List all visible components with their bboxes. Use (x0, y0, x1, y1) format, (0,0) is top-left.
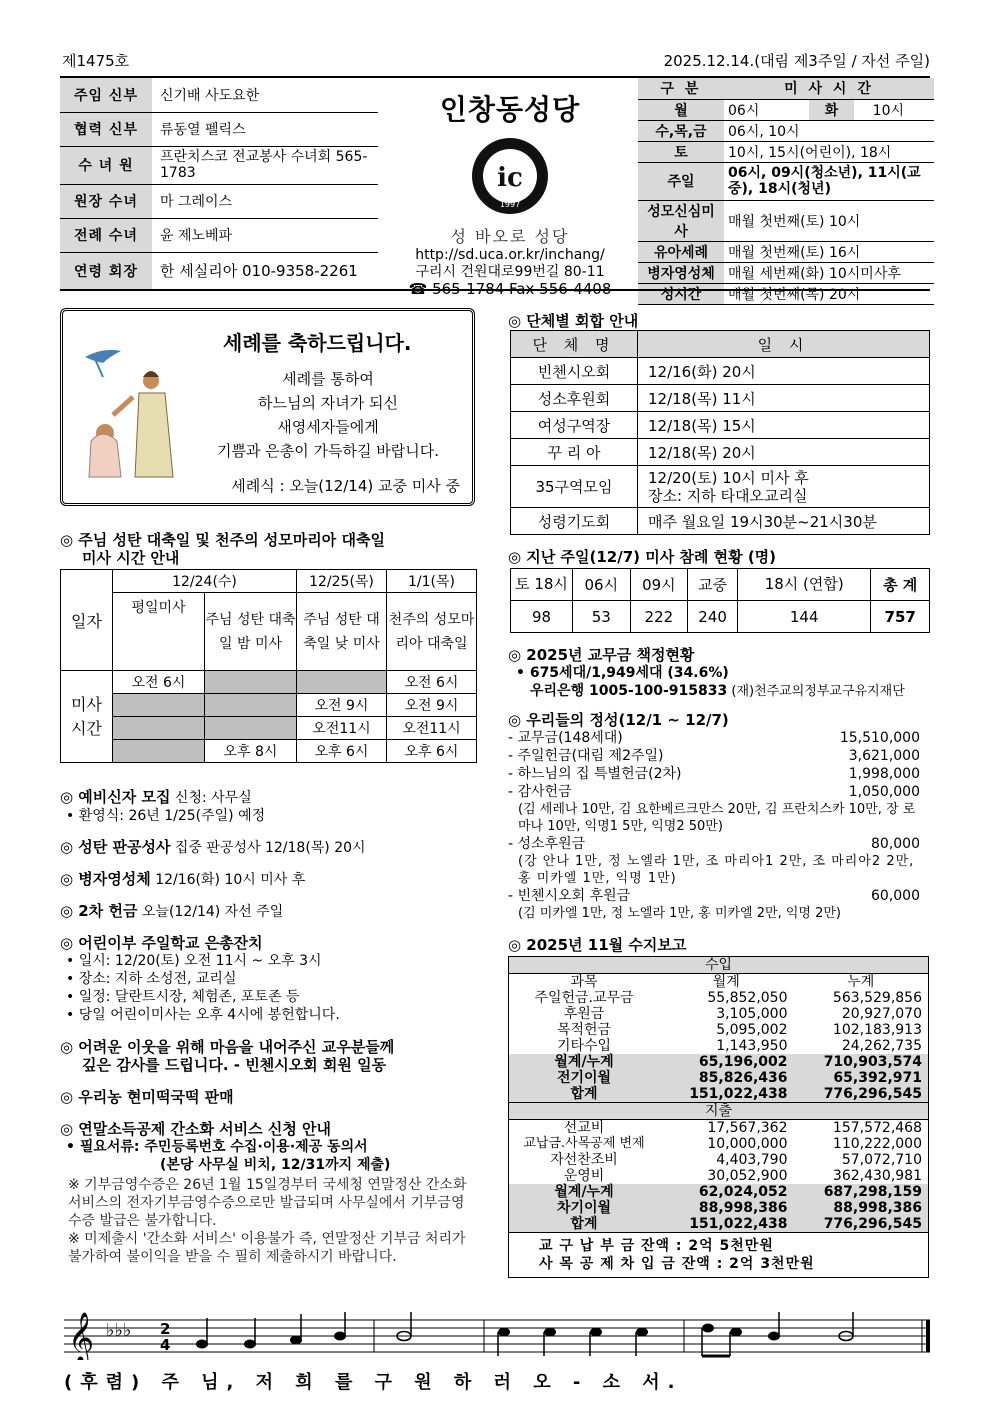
report-cumulative: 710,903,574 (794, 1054, 929, 1070)
report-item: 합계 (509, 1216, 659, 1232)
group-time: 12/18(목) 20시 (638, 439, 930, 466)
report-footer (509, 1232, 928, 1277)
staff-name: 프란치스코 전교봉사 수녀회 565-1783 (152, 146, 378, 184)
report-cumulative: 102,183,913 (832, 1022, 922, 1038)
offering-row (508, 783, 920, 801)
baptism-line: 새영세자들에게 (277, 418, 379, 436)
svg-text:1997: 1997 (499, 200, 521, 209)
notice-text: 신청: 사무실 (170, 790, 252, 806)
notice-tax (60, 1120, 480, 1266)
offering-note: (김 세레나 10만, 김 요한베르크만스 20만, 김 프란치스카 10만, 장 로마나 10만, 익명1 5만, 익명2 50만) (518, 802, 916, 834)
notice-title: ◎ 어려운 이웃을 위해 마음을 내어주신 교우분들께 (60, 1038, 395, 1056)
christmas-time: 오전 6시 (113, 671, 205, 694)
report-item: 전기이월 (509, 1070, 659, 1086)
mass-time: 10시, 15시(어린이), 18시 (724, 141, 934, 162)
finance-report (508, 956, 929, 1278)
report-head: 과목 (570, 974, 598, 990)
notice-title: ◎ 어린이부 주일학교 은총잔치 (60, 934, 263, 952)
offering-label: - 감사헌금 (508, 784, 572, 800)
attendance-value: 53 (573, 601, 631, 633)
group-time (638, 466, 930, 508)
mass-time: 매월 세번째(화) 10시미사후 (724, 262, 934, 283)
christmas-time-empty (113, 740, 205, 763)
christmas-date: 12/25(목) (297, 570, 387, 593)
offering-amount: 1,998,000 (848, 766, 920, 782)
svg-text:ic: ic (497, 163, 523, 193)
offering-amount: 80,000 (871, 836, 920, 852)
offering-row (508, 729, 920, 747)
baptism-line: 하느님의 자녀가 되신 (258, 394, 398, 412)
offering-title: ◎ 우리들의 정성(12/1 ~ 12/7) (508, 711, 729, 729)
dues-block (508, 646, 933, 701)
mass-time: 10시 (854, 99, 934, 120)
report-month: 3,105,000 (716, 1006, 788, 1022)
dues-account: 우리은행 1005-100-915833 (530, 683, 728, 699)
mass-time: 매월 첫번째(토) 10시 (724, 200, 934, 241)
report-item: 월계/누계 (509, 1054, 659, 1070)
notice-title: ◎ 성탄 판공성사 (60, 838, 171, 856)
groups-head: 단 체 명 (511, 331, 638, 358)
notice-bullet: • 장소: 지하 소성전, 교리실 (66, 971, 237, 987)
notice-title: ◎ 예비신자 모집 (60, 788, 171, 806)
report-item: 자선찬조비 (550, 1152, 618, 1168)
report-month: 10,000,000 (707, 1136, 788, 1152)
report-month: 1,143,950 (716, 1038, 788, 1054)
group-time-line: 12/20(토) 10시 미사 후 (648, 468, 809, 487)
report-item: 기타수입 (556, 1038, 612, 1054)
attendance-value: 144 (738, 601, 871, 633)
attendance-head: 09시 (630, 569, 688, 601)
christmas-mass-table (60, 569, 477, 763)
report-month: 17,567,362 (707, 1120, 788, 1136)
report-month: 65,196,002 (659, 1054, 794, 1070)
christmas-time: 오전 6시 (387, 671, 477, 694)
christmas-time: 오후 8시 (205, 740, 297, 763)
attendance-head: 교중 (688, 569, 738, 601)
notice-confession (60, 838, 366, 857)
report-month: 4,403,790 (716, 1152, 788, 1168)
notice-title: ◎ 연말소득공제 간소화 서비스 신청 안내 (60, 1120, 332, 1138)
groups-table (510, 330, 930, 535)
report-cumulative: 157,572,468 (832, 1120, 922, 1136)
report-item: 목적헌금 (556, 1022, 612, 1038)
staff-name: 신기배 사도요한 (152, 78, 378, 112)
notice-title: 깊은 감사를 드립니다. - 빈첸시오회 회원 일동 (82, 1056, 387, 1074)
group-time: 12/18(목) 11시 (638, 385, 930, 412)
report-month: 55,852,050 (707, 990, 788, 1006)
svg-text:4: 4 (160, 1336, 171, 1354)
mass-time: 06시, 09시(청소년), 11시(교중), 18시(청년) (724, 162, 934, 200)
christmas-time: 오후 6시 (297, 740, 387, 763)
notice-note: ※ 기부금영수증은 26년 1월 15일경부터 국세청 연말정산 간소화 서비스의 전자기부금영수증으로만 발급되며 사무실에서 기부금영수증 발급은 불가합니다. (68, 1177, 467, 1229)
christmas-title: ◎ 주님 성탄 대축일 및 천주의 성모마리아 대축일 (60, 531, 385, 549)
offering-amount: 60,000 (871, 888, 920, 904)
offering-row (508, 835, 920, 853)
notice-text: 오늘(12/14) 자선 주일 (137, 904, 284, 920)
notice-thanks (60, 1038, 394, 1074)
baptism-illustration-icon (73, 337, 193, 482)
report-income-label: 수입 (509, 957, 928, 974)
christmas-time-empty (205, 671, 297, 694)
group-time: 12/18(목) 15시 (638, 412, 930, 439)
offering-label: - 성소후원금 (508, 836, 586, 852)
hymn-lyrics: (후렴) 주 님, 저 희 를 구 원 하 러 오 - 소 서. (64, 1372, 683, 1393)
attendance-total: 757 (871, 601, 930, 633)
groups-title: ◎ 단체별 회합 안내 (508, 312, 639, 330)
report-cumulative: 65,392,971 (794, 1070, 929, 1086)
notice-second-collection (60, 902, 283, 921)
offering-label: - 교무금(148세대) (508, 730, 623, 746)
report-cumulative: 776,296,545 (794, 1216, 929, 1232)
christmas-date: 1/1(목) (387, 570, 477, 593)
report-item: 월계/누계 (509, 1184, 659, 1200)
attendance-head: 총 계 (871, 569, 930, 601)
report-month: 30,052,900 (707, 1168, 788, 1184)
group-time: 12/16(화) 20시 (638, 358, 930, 385)
christmas-time-empty (297, 671, 387, 694)
staff-notation (64, 1312, 932, 1360)
mass-time: 매월 첫번째(토) 16시 (724, 241, 934, 262)
attendance-head: 06시 (573, 569, 631, 601)
report-head: 월계 (712, 974, 740, 990)
notice-bullet: • 환영식: 26년 1/25(주일) 예정 (66, 808, 266, 824)
christmas-mass-type: 천주의 성모마리아 대축일 (387, 593, 477, 671)
report-cumulative: 110,222,000 (832, 1136, 922, 1152)
baptism-line: 세례를 통하여 (282, 370, 374, 388)
mass-head-time: 미 사 시 간 (724, 78, 934, 99)
svg-text:𝄞: 𝄞 (68, 1312, 95, 1360)
baptism-ceremony: 세례식 : 오늘(12/14) 교중 미사 중 (231, 477, 460, 495)
diocese-balance: 교 구 납 부 금 잔액 : 2억 5천만원 (539, 1238, 774, 1254)
svg-text:♭♭♭: ♭♭♭ (106, 1320, 132, 1341)
offering-label: - 주일헌금(대림 제2주일) (508, 748, 664, 764)
report-item: 합계 (509, 1086, 659, 1103)
christmas-time: 오전 9시 (387, 694, 477, 717)
baptism-message (183, 367, 473, 463)
staff-role: 수 녀 원 (60, 146, 152, 184)
staff-role: 협력 신부 (60, 112, 152, 146)
dues-account-holder: (재)천주교의정부교구유지재단 (727, 684, 905, 699)
header-bottom-divider (60, 289, 930, 291)
offering-row (508, 765, 920, 783)
group-name: 꾸 리 아 (511, 439, 638, 466)
report-cumulative: 24,262,735 (841, 1038, 922, 1054)
report-month: 151,022,438 (659, 1086, 794, 1103)
staff-name: 윤 제노베파 (152, 218, 378, 252)
offering-amount: 3,621,000 (848, 748, 920, 764)
christmas-time: 오전11시 (297, 717, 387, 740)
christmas-date: 12/24(수) (113, 570, 297, 593)
christmas-mass-type: 주님 성탄 대축일 밤 미사 (205, 593, 297, 671)
parish-name: 인창동성당 (439, 93, 581, 126)
group-place-line: 장소: 지하 타대오교리실 (648, 486, 808, 505)
offering-note: (강 안나 1만, 정 노엘라 1만, 조 마리아1 2만, 조 마리아2 2만, 홍 미카엘 1만, 익명 1만) (518, 854, 915, 886)
attendance-value: 222 (630, 601, 688, 633)
staff-name: 마 그레이스 (152, 184, 378, 218)
baptism-box (60, 308, 475, 506)
christmas-time-empty (113, 717, 205, 740)
mass-day: 토 (638, 141, 724, 162)
mass-day: 주일 (638, 162, 724, 200)
notice-text: 집중 판공성사 12/18(목) 20시 (170, 840, 366, 856)
staff-role: 전례 수녀 (60, 218, 152, 252)
baptism-title: 세례를 축하드립니다. (223, 331, 412, 355)
notice-catechumen (60, 788, 480, 825)
offering-label: - 빈첸시오회 후원금 (508, 888, 631, 904)
parish-url[interactable]: http://sd.uca.or.kr/inchang/ (415, 247, 605, 263)
report-month: 62,024,052 (659, 1184, 794, 1200)
notice-title: ◎ 병자영성체 (60, 870, 151, 888)
report-title: ◎ 2025년 11월 수지보고 (508, 936, 687, 954)
christmas-time: 오전 9시 (297, 694, 387, 717)
group-name: 성령기도회 (511, 508, 638, 535)
loan-balance: 사 목 공 제 차 입 금 잔액 : 2억 3천만원 (539, 1256, 815, 1272)
christmas-mass-type: 평일미사 (113, 593, 205, 671)
baptism-line: 기쁨과 은총이 가득하길 바랍니다. (217, 442, 439, 460)
notice-children-festival (60, 934, 340, 1024)
attendance-table (510, 568, 930, 633)
offering-amount: 1,050,000 (848, 784, 920, 800)
notice-rice-cake (60, 1088, 234, 1106)
report-cumulative: 563,529,856 (832, 990, 922, 1006)
report-item: 운영비 (563, 1168, 605, 1184)
issue-date: 2025.12.14.(대림 제3주일 / 자선 주일) (663, 52, 930, 70)
offering-row (508, 887, 920, 905)
christmas-time-empty (205, 694, 297, 717)
staff-role: 원장 수녀 (60, 184, 152, 218)
report-month: 88,998,386 (659, 1200, 794, 1216)
mass-day: 성시간 (638, 283, 724, 304)
report-cumulative: 57,072,710 (841, 1152, 922, 1168)
mass-schedule-table (638, 78, 934, 305)
mass-day: 성모신심미사 (638, 200, 724, 241)
christmas-time: 오후 6시 (387, 740, 477, 763)
notice-text: 12/16(화) 10시 미사 후 (150, 872, 306, 888)
mass-day: 유아세례 (638, 241, 724, 262)
report-cumulative: 687,298,159 (794, 1184, 929, 1200)
staff-role: 연령 회장 (60, 252, 152, 289)
report-item: 주일헌금.교무금 (534, 990, 634, 1006)
staff-name: 류동열 펠릭스 (152, 112, 378, 146)
parish-phone: ☎ 565-1784 Fax 556-4408 (408, 280, 612, 298)
dues-ratio: • 675세대/1,949세대 (34.6%) (516, 665, 729, 681)
attendance-value: 98 (511, 601, 573, 633)
report-cumulative: 776,296,545 (794, 1086, 929, 1103)
notice-bullet: (본당 사무실 비치, 12/31까지 제출) (160, 1157, 391, 1173)
group-name: 빈첸시오회 (511, 358, 638, 385)
report-item: 선교비 (563, 1120, 605, 1136)
mass-time: 매월 첫번째(목) 20시 (724, 283, 934, 304)
group-name: 35구역모임 (511, 466, 638, 508)
attendance-title: ◎ 지난 주일(12/7) 미사 참례 현황 (명) (508, 548, 777, 566)
mass-day: 월 (638, 99, 724, 120)
notice-bullet: • 일정: 달란트시장, 체험존, 포토존 등 (66, 989, 300, 1005)
notice-title: ◎ 2차 헌금 (60, 902, 138, 920)
christmas-mass-type: 주님 성탄 대축일 낮 미사 (297, 593, 387, 671)
mass-time: 06시 (724, 99, 809, 120)
report-item: 교납금.사목공제 변제 (523, 1136, 645, 1151)
notice-bullet: • 당일 어린이미사는 오후 4시에 봉헌합니다. (66, 1007, 340, 1023)
music-score (64, 1312, 932, 1392)
notice-title: ◎ 우리농 현미떡국떡 판매 (60, 1088, 234, 1106)
report-item: 차기이월 (509, 1200, 659, 1216)
parish-address: 구리시 건원대로99번길 80-11 (415, 264, 605, 280)
christmas-time: 오전11시 (387, 717, 477, 740)
group-time: 매주 월요일 19시30분~21시30분 (638, 508, 930, 535)
attendance-head: 18시 (연합) (738, 569, 871, 601)
parish-block (382, 78, 638, 298)
attendance-head: 토 18시 (511, 569, 573, 601)
issue-number: 제1475호 (62, 52, 130, 70)
group-name: 여성구역장 (511, 412, 638, 439)
parish-logo-icon (470, 136, 550, 216)
notice-bullet: • 필요서류: 주민등록번호 수집·이용·제공 동의서 (66, 1139, 368, 1155)
mass-day: 병자영성체 (638, 262, 724, 283)
christmas-time-empty (113, 694, 205, 717)
report-item: 후원금 (563, 1006, 605, 1022)
christmas-col-time: 미사 시간 (61, 671, 113, 763)
staff-role: 주임 신부 (60, 78, 152, 112)
offering-note: (김 미카엘 1만, 정 노엘라 1만, 홍 미카엘 2만, 익명 2만) (518, 906, 841, 921)
report-cumulative: 88,998,386 (794, 1200, 929, 1216)
report-month: 151,022,438 (659, 1216, 794, 1232)
mass-day: 수,목,금 (638, 120, 724, 141)
christmas-col-day: 일자 (61, 570, 113, 671)
christmas-subtitle: 미사 시간 안내 (82, 549, 180, 567)
mass-head-category: 구 분 (638, 78, 724, 99)
notice-sick-communion (60, 870, 305, 889)
attendance-value: 240 (688, 601, 738, 633)
report-month: 5,095,002 (716, 1022, 788, 1038)
offering-row (508, 747, 920, 765)
offering-label: - 하느님의 집 특별헌금(2차) (508, 766, 682, 782)
dues-title: ◎ 2025년 교무금 책정현황 (508, 646, 695, 664)
christmas-time-empty (205, 717, 297, 740)
svg-text:2: 2 (160, 1320, 171, 1338)
offering-amount: 15,510,000 (839, 730, 920, 746)
group-name: 성소후원회 (511, 385, 638, 412)
staff-name: 한 세실리아 010-9358-2261 (152, 252, 378, 289)
mass-day: 화 (809, 99, 854, 120)
groups-head: 일 시 (638, 331, 930, 358)
report-head: 누계 (847, 974, 875, 990)
offering-block (508, 711, 920, 922)
notice-bullet: • 일시: 12/20(토) 오전 11시 ~ 오후 3시 (66, 953, 322, 969)
notice-note: ※ 미제출시 '간소화 서비스' 이용불가 즉, 연말정산 기부금 처리가 불가하여 불이익을 받을 수 필히 제출하시기 바랍니다. (68, 1231, 466, 1265)
report-expense-label: 지출 (509, 1103, 928, 1120)
staff-table (60, 78, 378, 290)
patron-saint: 성 바오로 성당 (450, 227, 570, 246)
mass-time: 06시, 10시 (724, 120, 934, 141)
report-cumulative: 362,430,981 (832, 1168, 922, 1184)
report-month: 85,826,436 (659, 1070, 794, 1086)
report-cumulative: 20,927,070 (841, 1006, 922, 1022)
